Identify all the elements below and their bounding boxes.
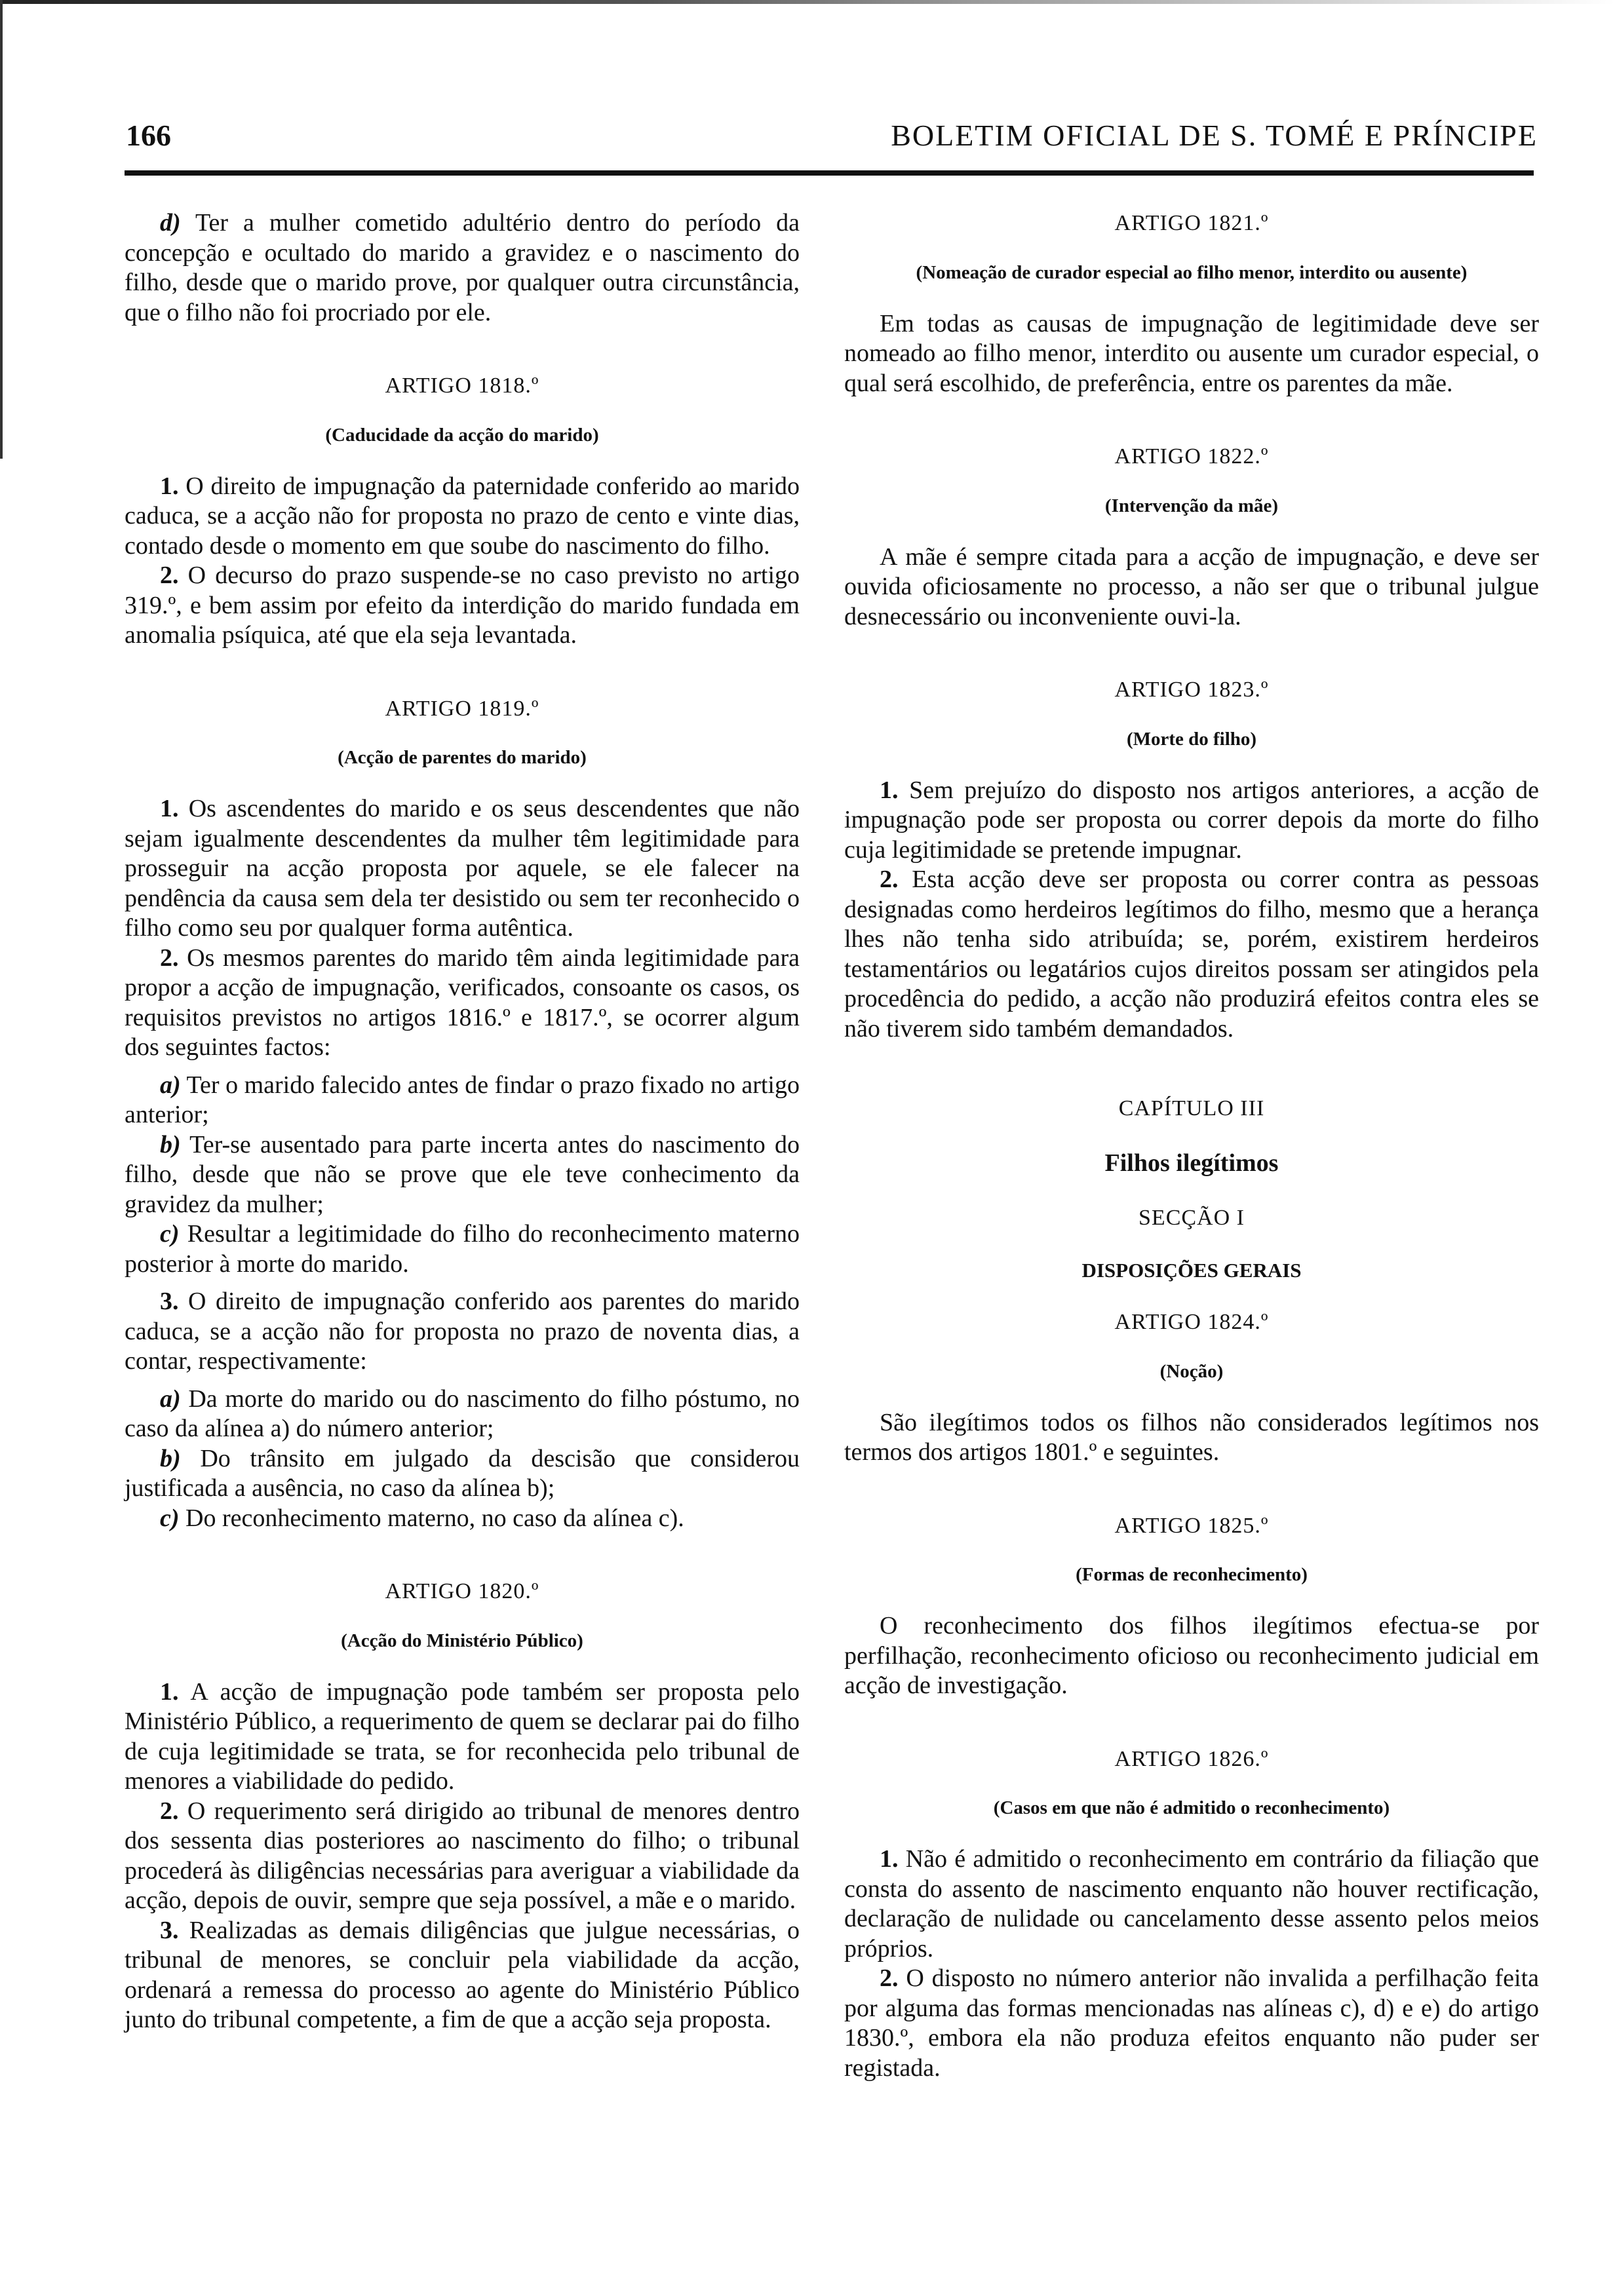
- paragraph-number: 1.: [160, 472, 179, 500]
- paragraph-number: 3.: [160, 1916, 179, 1944]
- paragraph-text: Ter a mulher cometido adultério dentro do período da concepção e ocultado do marido a gravidez e o nascimento do filho, desde que o marido prove, por qualquer outra circunstância, que o filho não foi procriado por ele.: [125, 209, 800, 326]
- article-heading: ARTIGO 1825.º: [1114, 1513, 1269, 1538]
- paragraph-text: Do trânsito em julgado da descisão que considerou justificada a ausência, no caso da alínea b);: [125, 1444, 800, 1502]
- paragraph-text: A acção de impugnação pode também ser proposta pelo Ministério Público, a requerimento de quem se declarar pai do filho de cuja legitimidade se trata, se for reconhecida pelo tribunal de menores a viabilidade do pedido.: [125, 1677, 800, 1795]
- article-subtitle: (Casos em que não é admitido o reconhecimento): [993, 1797, 1390, 1818]
- paragraph-text: O direito de impugnação da paternidade conferido ao marido caduca, se a acção não for proposta no prazo de cento e vinte dias, contado desde o momento em que soube do nascimento do filho.: [125, 472, 800, 560]
- paragraph-text: Ter-se ausentado para parte incerta antes do nascimento do filho, desde que não se prove que ele teve conhecimento da gravidez da mulher;: [125, 1130, 800, 1218]
- article-heading: ARTIGO 1821.º: [1114, 211, 1269, 235]
- paragraph: [844, 776, 1539, 866]
- paragraph: [125, 1130, 800, 1220]
- item-label: b): [160, 1130, 181, 1158]
- article-subtitle: (Morte do filho): [1126, 728, 1257, 750]
- paragraph-text: Realizadas as demais diligências que julgue necessárias, o tribunal de menores, se concluir pela viabilidade da acção, ordenará a remessa do processo ao agente do Ministério Público junto do tribunal competente, a fim de que a acção seja proposta.: [125, 1916, 800, 2033]
- paragraph-number: 1.: [160, 1677, 179, 1706]
- paragraph-text: Os ascendentes do marido e os seus descendentes que não sejam igualmente descendentes da mulher têm legitimidade para prosseguir na acção proposta por aquele, se ele falecer na pendência da causa sem dela ter desistido ou sem ter reconhecido o filho como seu por qualquer forma autêntica.: [125, 795, 800, 942]
- section-title: DISPOSIÇÕES GERAIS: [1081, 1258, 1302, 1282]
- paragraph: [125, 794, 800, 944]
- paragraph-text: São ilegítimos todos os filhos não considerados legítimos nos termos dos artigos 1801.º e seguintes.: [844, 1408, 1539, 1466]
- paragraph-number: 2.: [880, 1964, 899, 1992]
- paragraph: [125, 1916, 800, 2035]
- paragraph-text: Do reconhecimento materno, no caso da alínea c).: [185, 1504, 684, 1532]
- paragraph-text: Os mesmos parentes do marido têm ainda legitimidade para propor a acção de impugnação, verificados, consoante os casos, os requisitos previstos no artigos 1816.º e 1817.º, se ocorrer algum dos seguintes factos:: [125, 944, 800, 1061]
- item-label: d): [160, 209, 181, 237]
- item-label: b): [160, 1444, 181, 1472]
- paragraph: [125, 1677, 800, 1797]
- paragraph: [125, 1797, 800, 1916]
- article-heading: ARTIGO 1819.º: [385, 696, 539, 721]
- item-label: c): [160, 1220, 180, 1248]
- article-heading: ARTIGO 1820.º: [385, 1579, 539, 1603]
- item-label: a): [160, 1071, 181, 1099]
- article-subtitle: (Nomeação de curador especial ao filho menor, interdito ou ausente): [916, 261, 1468, 283]
- paragraph-text: Sem prejuízo do disposto nos artigos anteriores, a acção de impugnação pode ser proposta ou correr depois da morte do filho cuja legitimidade se pretende impugnar.: [844, 776, 1539, 864]
- article-heading: ARTIGO 1822.º: [1114, 444, 1269, 469]
- right-column: [844, 208, 1539, 2083]
- paragraph-number: 2.: [160, 944, 179, 972]
- paragraph-text: Ter o marido falecido antes de findar o prazo fixado no artigo anterior;: [125, 1071, 800, 1128]
- paragraph: [844, 1611, 1539, 1701]
- paragraph-number: 2.: [880, 866, 899, 893]
- paragraph: [125, 1504, 800, 1534]
- article-heading: ARTIGO 1823.º: [1114, 678, 1269, 702]
- paragraph: [125, 1444, 800, 1504]
- scan-edge-left: [0, 0, 3, 459]
- paragraph: [844, 1408, 1539, 1468]
- paragraph: [125, 1385, 800, 1444]
- paragraph: [844, 543, 1539, 632]
- paragraph-number: 1.: [880, 776, 899, 804]
- article-heading: ARTIGO 1826.º: [1114, 1746, 1269, 1771]
- paragraph-number: 1.: [160, 795, 179, 822]
- paragraph-text: O reconhecimento dos filhos ilegítimos efectua-se por perfilhação, reconhecimento oficioso ou reconhecimento judicial em acção de investigação.: [844, 1612, 1539, 1699]
- chapter-title: Filhos ilegítimos: [1104, 1149, 1279, 1177]
- paragraph-text: Em todas as causas de impugnação de legitimidade deve ser nomeado ao filho menor, interdito ou ausente um curador especial, o qual será escolhido, de preferência, entre os parentes da mãe.: [844, 309, 1539, 397]
- paragraph-text: O direito de impugnação conferido aos parentes do marido caduca, se a acção não for proposta no prazo de noventa dias, a contar, respectivamente:: [125, 1288, 800, 1375]
- paragraph-number: 2.: [160, 562, 179, 589]
- article-subtitle: (Acção de parentes do marido): [338, 747, 587, 768]
- paragraph-text: Resultar a legitimidade do filho do reconhecimento materno posterior à morte do marido.: [125, 1220, 800, 1278]
- article-subtitle: (Acção do Ministério Público): [341, 1630, 583, 1651]
- article-subtitle: (Intervenção da mãe): [1104, 495, 1279, 516]
- article-subtitle: (Noção): [1159, 1360, 1224, 1382]
- header-rule: [125, 170, 1534, 176]
- paragraph-text: Esta acção deve ser proposta ou correr contra as pessoas designadas como herdeiros legítimos do filho, mesmo que a herança lhes não tenha sido atribuída; se, porém, existirem herdeiros testamentários ou legatários cujos direitos possam ser atingidos pela procedência do pedido, a acção não produzirá efeitos contra eles se não tiverem sido também demandados.: [844, 866, 1540, 1043]
- paragraph: [125, 1219, 800, 1279]
- paragraph-text: O disposto no número anterior não invalida a perfilhação feita por alguma das formas mencionadas nas alíneas c), d) e e) do artigo 1830.º, embora ela não produza efeitos enquanto não puder ser registada.: [844, 1964, 1539, 2082]
- paragraph: [125, 561, 800, 651]
- paragraph: [844, 1964, 1539, 2083]
- section-heading: SECÇÃO I: [1138, 1206, 1245, 1230]
- paragraph: [125, 944, 800, 1063]
- item-label: c): [160, 1504, 180, 1532]
- paragraph: [844, 309, 1539, 399]
- paragraph: [844, 865, 1539, 1044]
- paragraph: [125, 1071, 800, 1130]
- running-title: BOLETIM OFICIAL DE S. TOMÉ E PRÍNCIPE: [891, 119, 1538, 152]
- article-subtitle: (Caducidade da acção do marido): [325, 424, 599, 446]
- paragraph-text: Não é admitido o reconhecimento em contrário da filiação que consta do assento de nascimento enquanto não houver rectificação, declaração de nulidade ou cancelamento desse assento pelos meios próprios.: [844, 1845, 1539, 1962]
- paragraph-number: 3.: [160, 1288, 179, 1315]
- left-column: [125, 208, 800, 2035]
- article-heading: ARTIGO 1824.º: [1114, 1310, 1269, 1334]
- article-subtitle: (Formas de reconhecimento): [1076, 1564, 1308, 1585]
- chapter-heading: CAPÍTULO III: [1118, 1096, 1265, 1120]
- paragraph-text: O requerimento será dirigido ao tribunal de menores dentro dos sessenta dias posteriores ao nascimento do filho; o tribunal procederá às diligências necessárias para averiguar a viabilidade da acção, depois de ouvir, sempre que seja possível, a mãe e o marido.: [125, 1797, 800, 1914]
- paragraph: [125, 208, 800, 328]
- article-heading: ARTIGO 1818.º: [385, 373, 539, 398]
- paragraph-text: O decurso do prazo suspende-se no caso previsto no artigo 319.º, e bem assim por efeito da interdição do marido fundada em anomalia psíquica, até que ela seja levantada.: [125, 562, 800, 649]
- paragraph-text: Da morte do marido ou do nascimento do filho póstumo, no caso da alínea a) do número anterior;: [125, 1385, 800, 1442]
- scan-edge: [0, 0, 1615, 4]
- page-number: 166: [126, 119, 171, 152]
- paragraph: [125, 1287, 800, 1377]
- paragraph-number: 2.: [160, 1797, 179, 1825]
- paragraph-number: 1.: [880, 1845, 899, 1873]
- paragraph-text: A mãe é sempre citada para a acção de impugnação, e deve ser ouvida oficiosamente no processo, a não ser que o tribunal julgue desnecessário ou inconveniente ouvi-la.: [844, 543, 1539, 630]
- item-label: a): [160, 1385, 181, 1413]
- paragraph: [844, 1845, 1539, 1964]
- paragraph: [125, 472, 800, 562]
